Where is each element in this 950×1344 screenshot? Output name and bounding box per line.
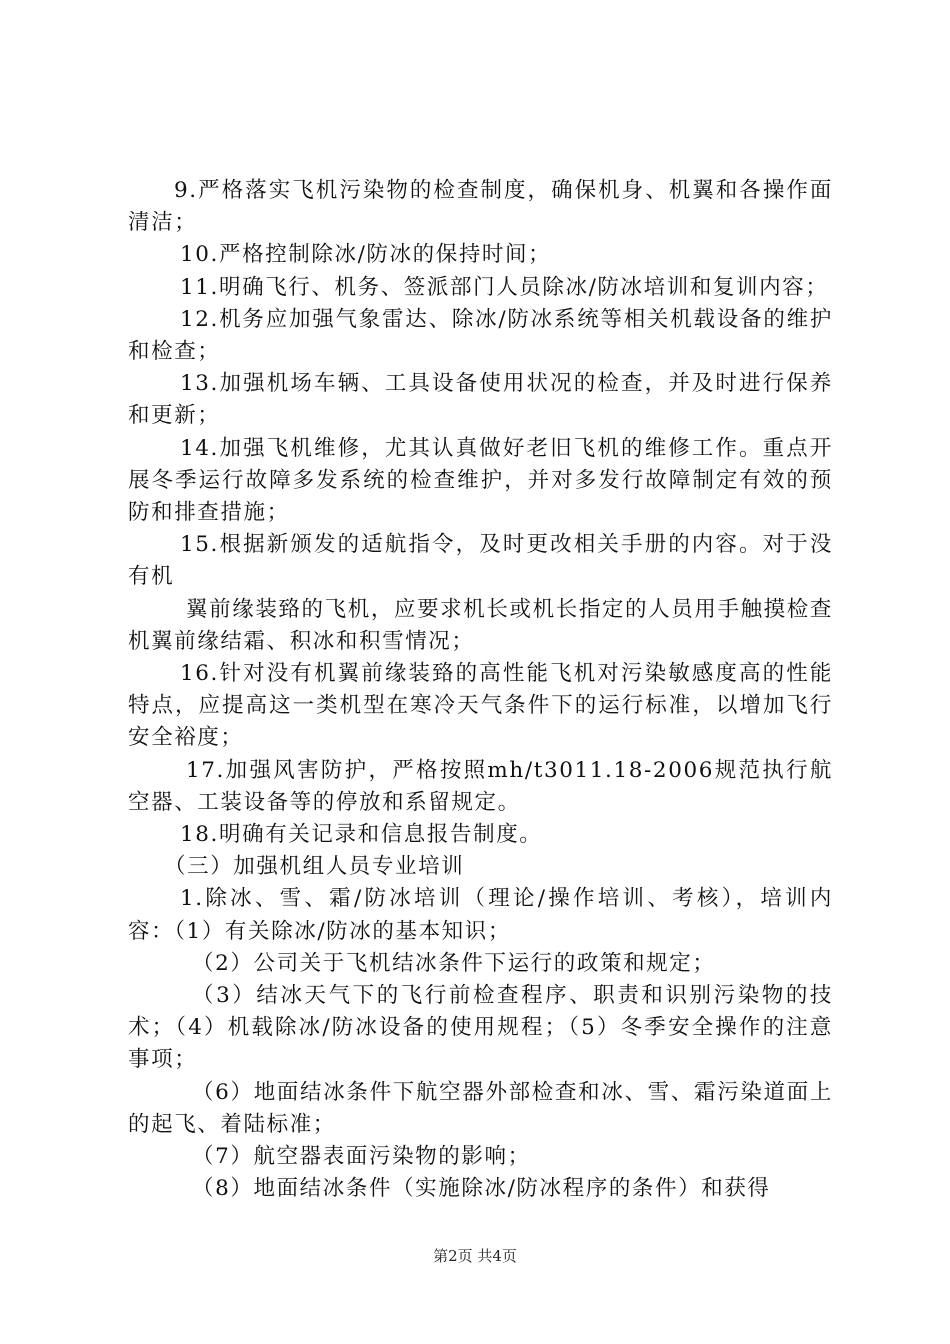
paragraph-training-3: （3）结冰天气下的飞行前检查程序、职责和识别污染物的技术；（4）机载除冰/防冰设备的使用规程；（5）冬季安全操作的注意事项；: [128, 983, 833, 1073]
paragraph-training-6: （6）地面结冰条件下航空器外部检查和冰、雪、霜污染道面上的起飞、着陆标准；: [128, 1079, 833, 1137]
paragraph-training-1: 1.除冰、雪、霜/防冰培训（理论/操作培训、考核），培训内容：（1）有关除冰/防冰的基本知识；: [128, 886, 833, 944]
paragraph-item-10: 10.严格控制除冰/防冰的保持时间；: [180, 242, 552, 268]
paragraph-item-15-continued: 翼前缘装臵的飞机，应要求机长或机长指定的人员用手触摸检查机翼前缘结霜、积冰和积雪情况；: [128, 596, 833, 654]
paragraph-item-15: 15.根据新颁发的适航指令，及时更改相关手册的内容。对于没有机: [128, 532, 833, 590]
paragraph-item-9: 9.严格落实飞机污染物的检查制度，确保机身、机翼和各操作面清洁；: [128, 178, 833, 236]
paragraph-item-17: 17.加强风害防护，严格按照mh/t3011.18-2006规范执行航空器、工装设备等的停放和系留规定。: [128, 757, 833, 815]
page-footer: 第2页 共4页: [433, 1247, 517, 1265]
paragraph-item-11: 11.明确飞行、机务、签派部门人员除冰/防冰培训和复训内容；: [180, 274, 829, 300]
paragraph-item-18: 18.明确有关记录和信息报告制度。: [180, 822, 543, 848]
paragraph-training-7: （7）航空器表面污染物的影响；: [192, 1144, 531, 1170]
paragraph-item-16: 16.针对没有机翼前缘装臵的高性能飞机对污染敏感度高的性能特点，应提高这一类机型在寒冷天气条件下的运行标准，以增加飞行安全裕度；: [128, 661, 833, 751]
section-heading: （三）加强机组人员专业培训: [164, 854, 465, 880]
paragraph-item-13: 13.加强机场车辆、工具设备使用状况的检查，并及时进行保养和更新；: [128, 371, 833, 429]
body-text: [128, 175, 833, 1206]
paragraph-training-2: （2）公司关于飞机结冰条件下运行的政策和规定；: [192, 950, 716, 976]
paragraph-item-12: 12.机务应加强气象雷达、除冰/防冰系统等相关机载设备的维护和检查；: [128, 306, 833, 365]
paragraph-training-8: （8）地面结冰条件（实施除冰/防冰程序的条件）和获得: [192, 1176, 771, 1202]
paragraph-item-14: 14.加强飞机维修，尤其认真做好老旧飞机的维修工作。重点开展冬季运行故障多发系统的检查维护，并对多发行故障制定有效的预防和排查措施；: [128, 435, 833, 526]
